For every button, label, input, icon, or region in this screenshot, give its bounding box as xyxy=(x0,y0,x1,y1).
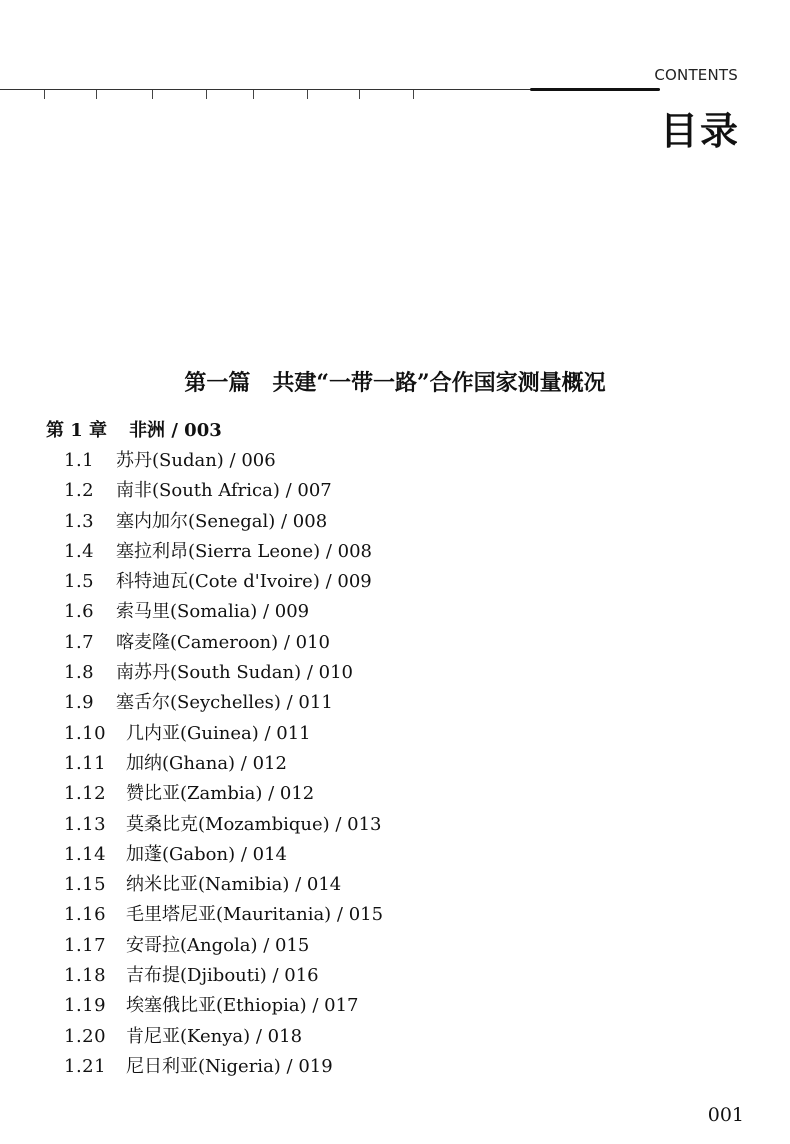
toc-entry-title: 喀麦隆(Cameroon) / 010 xyxy=(116,631,331,653)
toc-entry[interactable] xyxy=(64,628,383,658)
toc-entry-title: 南苏丹(South Sudan) / 010 xyxy=(116,662,353,684)
toc-entry[interactable] xyxy=(64,476,383,506)
chapter-number: 第 1 章 xyxy=(46,420,108,441)
toc-entry-number: 1.3 xyxy=(64,510,95,532)
ruler-tick xyxy=(96,90,97,99)
toc-entry[interactable] xyxy=(64,900,383,930)
contents-heading-zh: 目录 xyxy=(659,109,740,153)
toc-entry-number: 1.11 xyxy=(64,752,107,774)
toc-entry[interactable] xyxy=(64,688,383,718)
toc-entry-title: 毛里塔尼亚(Mauritania) / 015 xyxy=(126,904,384,926)
toc-entry[interactable] xyxy=(64,658,383,688)
toc-entry-number: 1.6 xyxy=(64,601,95,623)
toc-entry-title: 莫桑比克(Mozambique) / 013 xyxy=(126,813,382,835)
ruler-tick xyxy=(44,90,45,99)
toc-entry-number: 1.8 xyxy=(64,662,95,684)
toc-entry-title: 南非(South Africa) / 007 xyxy=(116,480,332,502)
toc-entry[interactable] xyxy=(64,1052,383,1082)
toc-entry-number: 1.18 xyxy=(64,965,107,987)
toc-entry-number: 1.17 xyxy=(64,934,107,956)
toc-entry-number: 1.1 xyxy=(64,450,95,471)
toc-entry[interactable] xyxy=(64,507,383,537)
ruler-tick xyxy=(359,90,360,99)
chapter-heading[interactable] xyxy=(46,416,222,442)
toc-entry-title: 纳米比亚(Namibia) / 014 xyxy=(126,874,342,896)
toc-entry[interactable] xyxy=(64,1022,383,1052)
toc-entry-title: 科特迪瓦(Cote d'Ivoire) / 009 xyxy=(116,571,372,593)
toc-entry-number: 1.2 xyxy=(64,480,95,502)
toc-entry-title: 加蓬(Gabon) / 014 xyxy=(126,843,287,865)
toc-entry[interactable] xyxy=(64,597,383,627)
toc-entry-title: 吉布提(Djibouti) / 016 xyxy=(126,965,319,987)
toc-entry[interactable] xyxy=(64,446,383,476)
toc-entry-title: 肯尼亚(Kenya) / 018 xyxy=(126,1025,303,1047)
ruler-tick xyxy=(307,90,308,99)
toc-entry-title: 苏丹(Sudan) / 006 xyxy=(116,450,276,471)
toc-entry[interactable] xyxy=(64,870,383,900)
ruler-tick xyxy=(253,90,254,99)
toc-entry-title: 塞舌尔(Seychelles) / 011 xyxy=(116,692,333,714)
chapter-title: 非洲 / 003 xyxy=(129,420,222,441)
toc-entry[interactable] xyxy=(64,991,383,1021)
toc-entry[interactable] xyxy=(64,931,383,961)
toc-entry-number: 1.14 xyxy=(64,843,107,865)
toc-entry-title: 索马里(Somalia) / 009 xyxy=(116,601,310,623)
toc-entry[interactable] xyxy=(64,779,383,809)
toc-entry-number: 1.15 xyxy=(64,874,107,896)
contents-heading-en: CONTENTS xyxy=(654,66,738,84)
toc-entry-number: 1.19 xyxy=(64,995,107,1017)
toc-entry-title: 尼日利亚(Nigeria) / 019 xyxy=(126,1055,333,1077)
ruler-tick xyxy=(206,90,207,99)
toc-entry-number: 1.9 xyxy=(64,692,95,714)
toc-entry-number: 1.7 xyxy=(64,631,95,653)
toc-entry-title: 塞内加尔(Senegal) / 008 xyxy=(116,510,328,532)
header-rule-accent xyxy=(530,88,660,91)
toc-entry-number: 1.21 xyxy=(64,1055,107,1077)
page-number: 001 xyxy=(707,1104,744,1126)
toc-entry-title: 塞拉利昂(Sierra Leone) / 008 xyxy=(116,540,372,562)
toc-entry-title: 安哥拉(Angola) / 015 xyxy=(126,934,310,956)
ruler-tick xyxy=(413,90,414,99)
toc-entry-list xyxy=(64,446,383,1082)
toc-entry[interactable] xyxy=(64,719,383,749)
header-rule xyxy=(0,89,660,99)
toc-entry-title: 埃塞俄比亚(Ethiopia) / 017 xyxy=(126,995,359,1017)
toc-entry-number: 1.10 xyxy=(64,722,107,744)
toc-entry-number: 1.12 xyxy=(64,783,107,805)
toc-entry-number: 1.16 xyxy=(64,904,107,926)
toc-entry-title: 赞比亚(Zambia) / 012 xyxy=(126,783,315,805)
toc-entry[interactable] xyxy=(64,749,383,779)
toc-entry-number: 1.20 xyxy=(64,1025,107,1047)
toc-entry-number: 1.13 xyxy=(64,813,107,835)
part-title: 第一篇 共建“一带一路”合作国家测量概况 xyxy=(184,370,606,396)
toc-entry[interactable] xyxy=(64,810,383,840)
ruler-tick xyxy=(152,90,153,99)
toc-entry[interactable] xyxy=(64,840,383,870)
toc-entry[interactable] xyxy=(64,961,383,991)
toc-entry-title: 加纳(Ghana) / 012 xyxy=(126,752,287,774)
toc-entry-title: 几内亚(Guinea) / 011 xyxy=(126,722,311,744)
toc-entry-number: 1.5 xyxy=(64,571,95,593)
toc-entry-number: 1.4 xyxy=(64,540,95,562)
toc-entry[interactable] xyxy=(64,537,383,567)
toc-entry[interactable] xyxy=(64,567,383,597)
